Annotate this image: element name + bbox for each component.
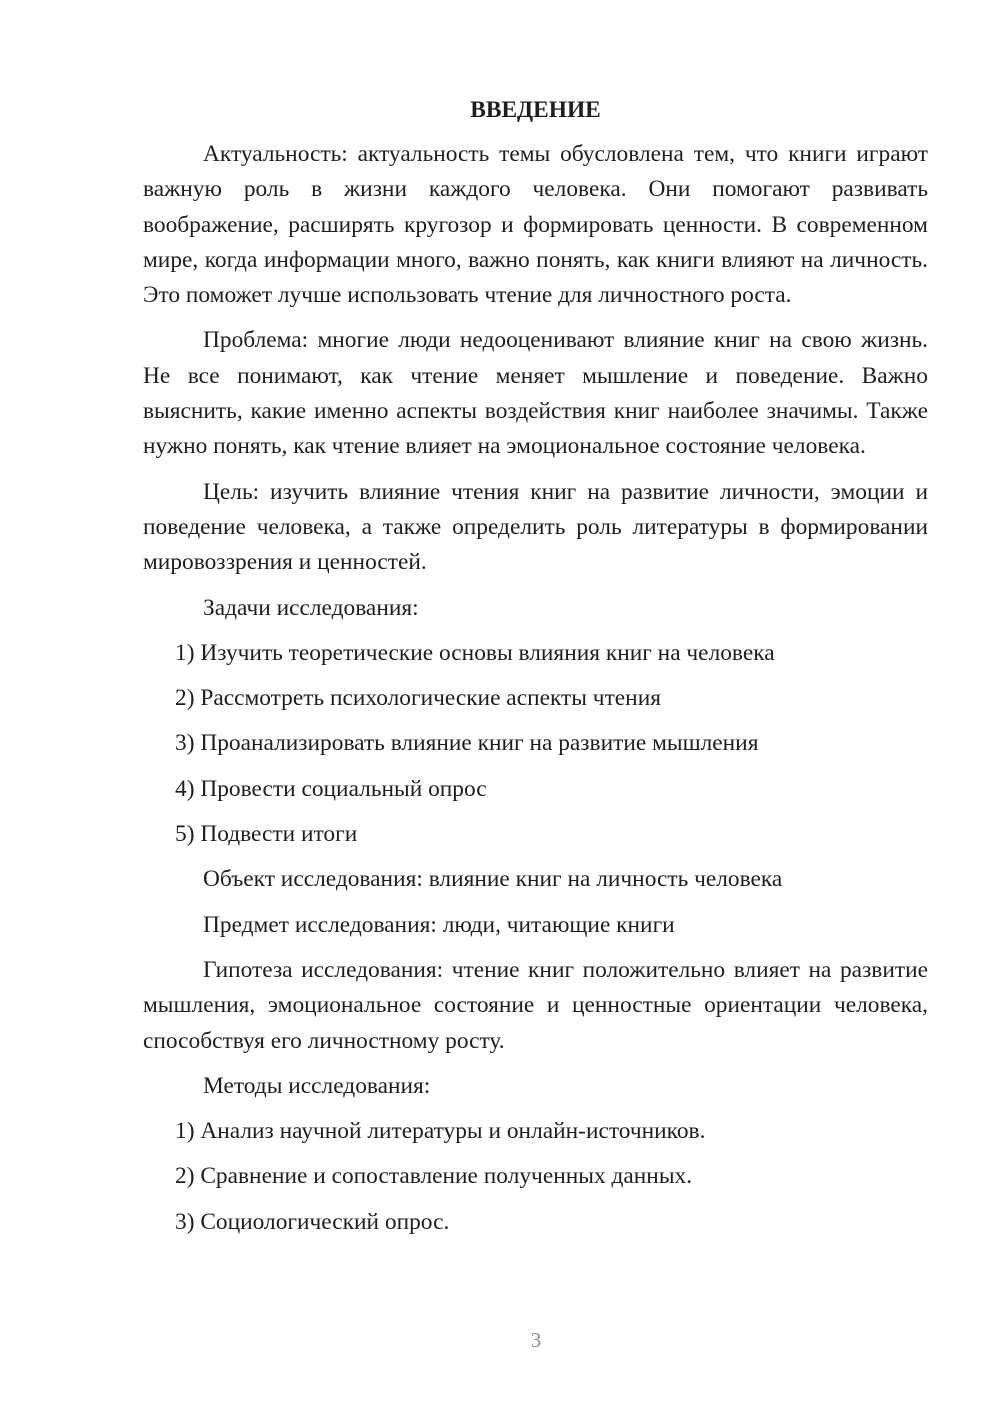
list-item: 5) Подвести итоги [175, 821, 358, 848]
page-number: 3 [530, 1328, 542, 1352]
research-object: Объект исследования: влияние книг на личность человека [203, 866, 783, 893]
methods-heading: Методы исследования: [203, 1072, 431, 1099]
tasks-list [143, 636, 928, 852]
goal-paragraph: Цель: изучить влияние чтения книг на развитие личности, эмоции и поведение человека, а также определить роль литературы в формировании мировоззрения и ценностей. [143, 478, 928, 576]
list-item: 2) Рассмотреть психологические аспекты чтения [175, 685, 661, 712]
list-item: 3) Проанализировать влияние книг на развитие мышления [175, 730, 759, 757]
research-subject: Предмет исследования: люди, читающие книги [203, 911, 675, 938]
list-item: 1) Изучить теоретические основы влияния книг на человека [175, 639, 775, 666]
page-content [143, 91, 928, 1250]
list-item: 1) Анализ научной литературы и онлайн-источников. [175, 1118, 706, 1145]
methods-list [143, 1114, 928, 1240]
list-item: 4) Провести социальный опрос [175, 775, 487, 802]
list-item: 2) Сравнение и сопоставление полученных данных. [175, 1163, 693, 1190]
tasks-heading: Задачи исследования: [203, 594, 419, 621]
list-item: 3) Социологический опрос. [175, 1208, 450, 1235]
problem-paragraph: Проблема: многие люди недооценивают влияние книг на свою жизнь. Не все понимают, как чтение меняет мышление и поведение. Важно выяснить, какие именно аспекты воздействия книг наиболее значимы. Также нужно понять, как чтение влияет на эмоциональное состояние человека. [143, 327, 928, 460]
hypothesis-paragraph: Гипотеза исследования: чтение книг положительно влияет на развитие мышления, эмоциональное состояние и ценностные ориентации человека, способствуя его личностному росту. [143, 956, 928, 1054]
section-title: ВВЕДЕНИЕ [470, 97, 601, 123]
relevance-paragraph: Актуальность: актуальность темы обусловлена тем, что книги играют важную роль в жизни каждого человека. Они помогают развивать воображение, расширять кругозор и формировать ценности. В современном мире, когда информации много, важно понять, как книги влияют на личность. Это поможет лучше использовать чтение для личностного роста. [143, 141, 928, 309]
